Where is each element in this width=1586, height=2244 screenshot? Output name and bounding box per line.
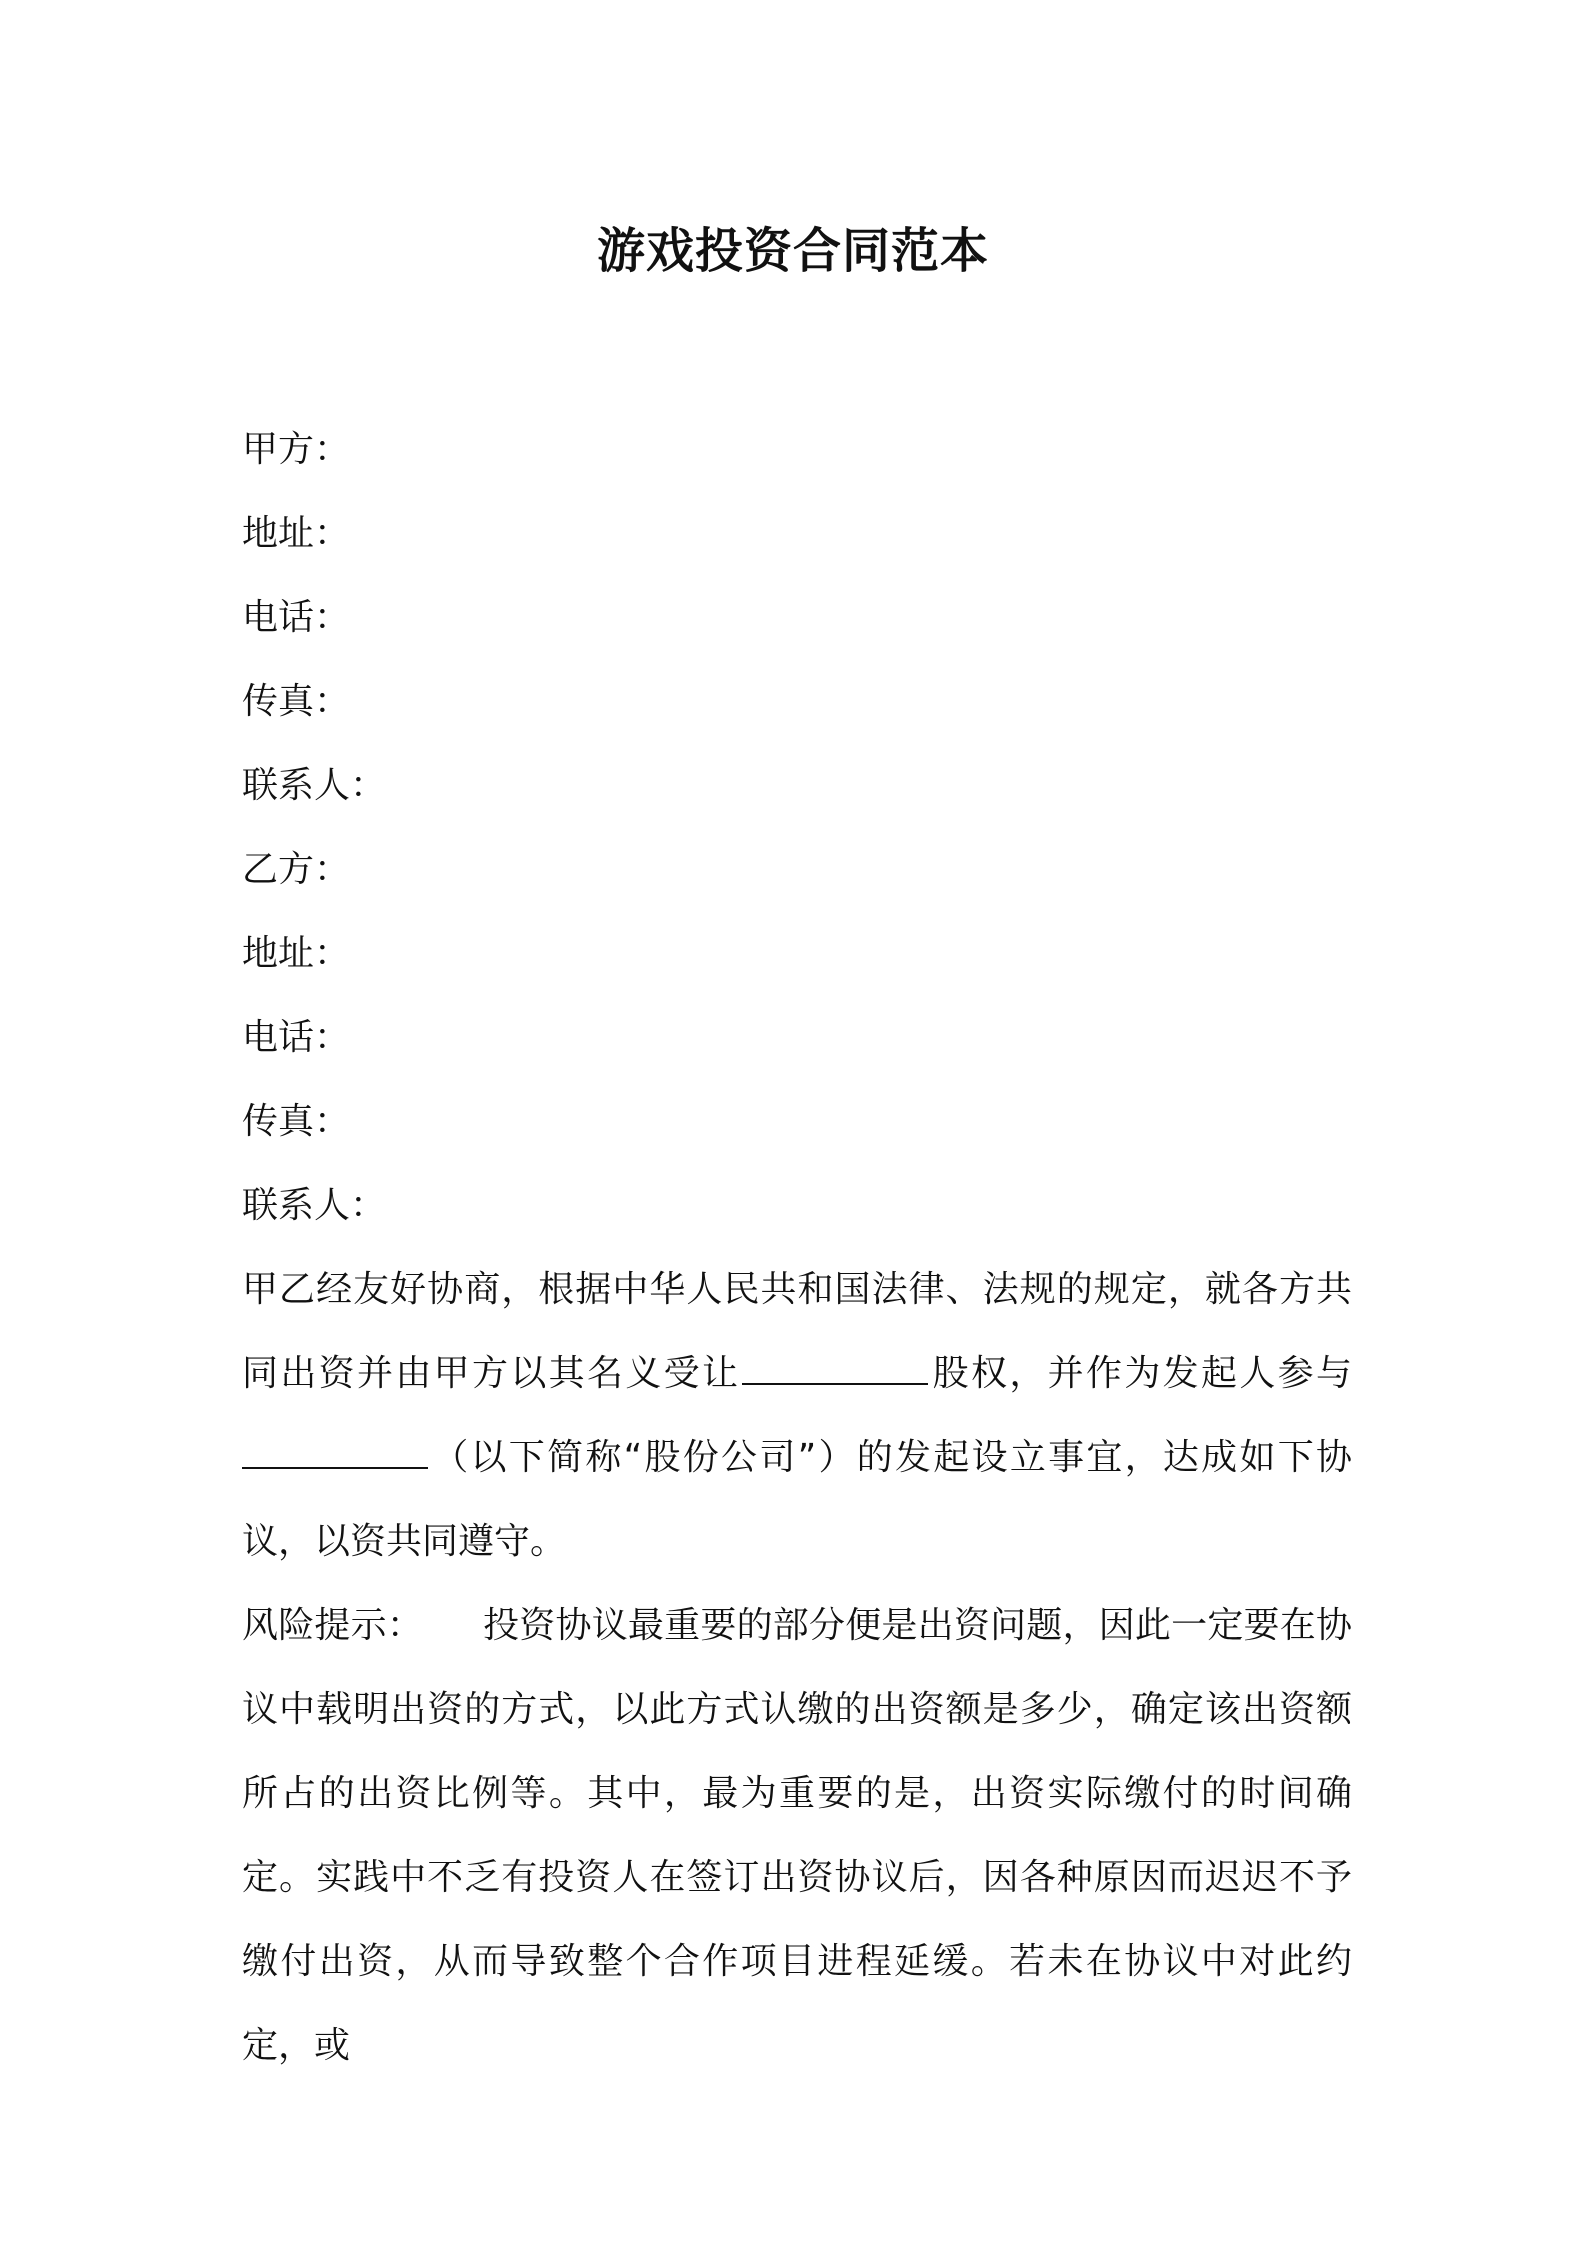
party-a-contact: 联系人：: [242, 765, 387, 806]
party-b-contact: 联系人：: [242, 1185, 387, 1226]
risk-text: 投资协议最重要的部分便是出资问题，因此一定要在协议中载明出资的方式，以此方式认缴的出资额是多少，确定该出资额所占的出资比例等。其中，最为重要的是，出资实际缴付的时间确定。实践中不乏有投资人在签订出资协议后，因各种原因而迟迟不予缴付出资，从而导致整个合作项目进程延缓。若未在协议中对此约定，或: [242, 1605, 1352, 2066]
party-a-fax: 传真：: [242, 681, 351, 722]
document-body: [242, 408, 1352, 2088]
party-b-fax: 传真：: [242, 1101, 351, 1142]
agreement-paragraph: [242, 1248, 1352, 1584]
party-a-address: 地址：: [242, 513, 351, 554]
agreement-text-2: 股权，并作为发起人参与: [930, 1353, 1352, 1394]
risk-paragraph: [242, 1584, 1352, 2088]
party-b-phone: 电话：: [242, 1017, 351, 1058]
document-title: 游戏投资合同范本: [596, 223, 989, 279]
equity-blank: [742, 1349, 928, 1385]
agreement-text-3: （以下简称“股份公司”）的发起设立事宜，达成如下协议，以资共同遵守。: [242, 1437, 1352, 1562]
party-b-address: 地址：: [242, 933, 351, 974]
agreement-text-1: 甲乙经友好协商，根据中华人民共和国法律、法规的规定，就各方共同出资并由甲方以其名义受让: [242, 1269, 1352, 1394]
risk-label: 风险提示：: [242, 1605, 424, 1646]
company-name-blank: [242, 1433, 428, 1469]
party-a-phone: 电话：: [242, 597, 351, 638]
party-b-label: 乙方：: [242, 849, 351, 890]
party-a-label: 甲方：: [242, 429, 351, 470]
